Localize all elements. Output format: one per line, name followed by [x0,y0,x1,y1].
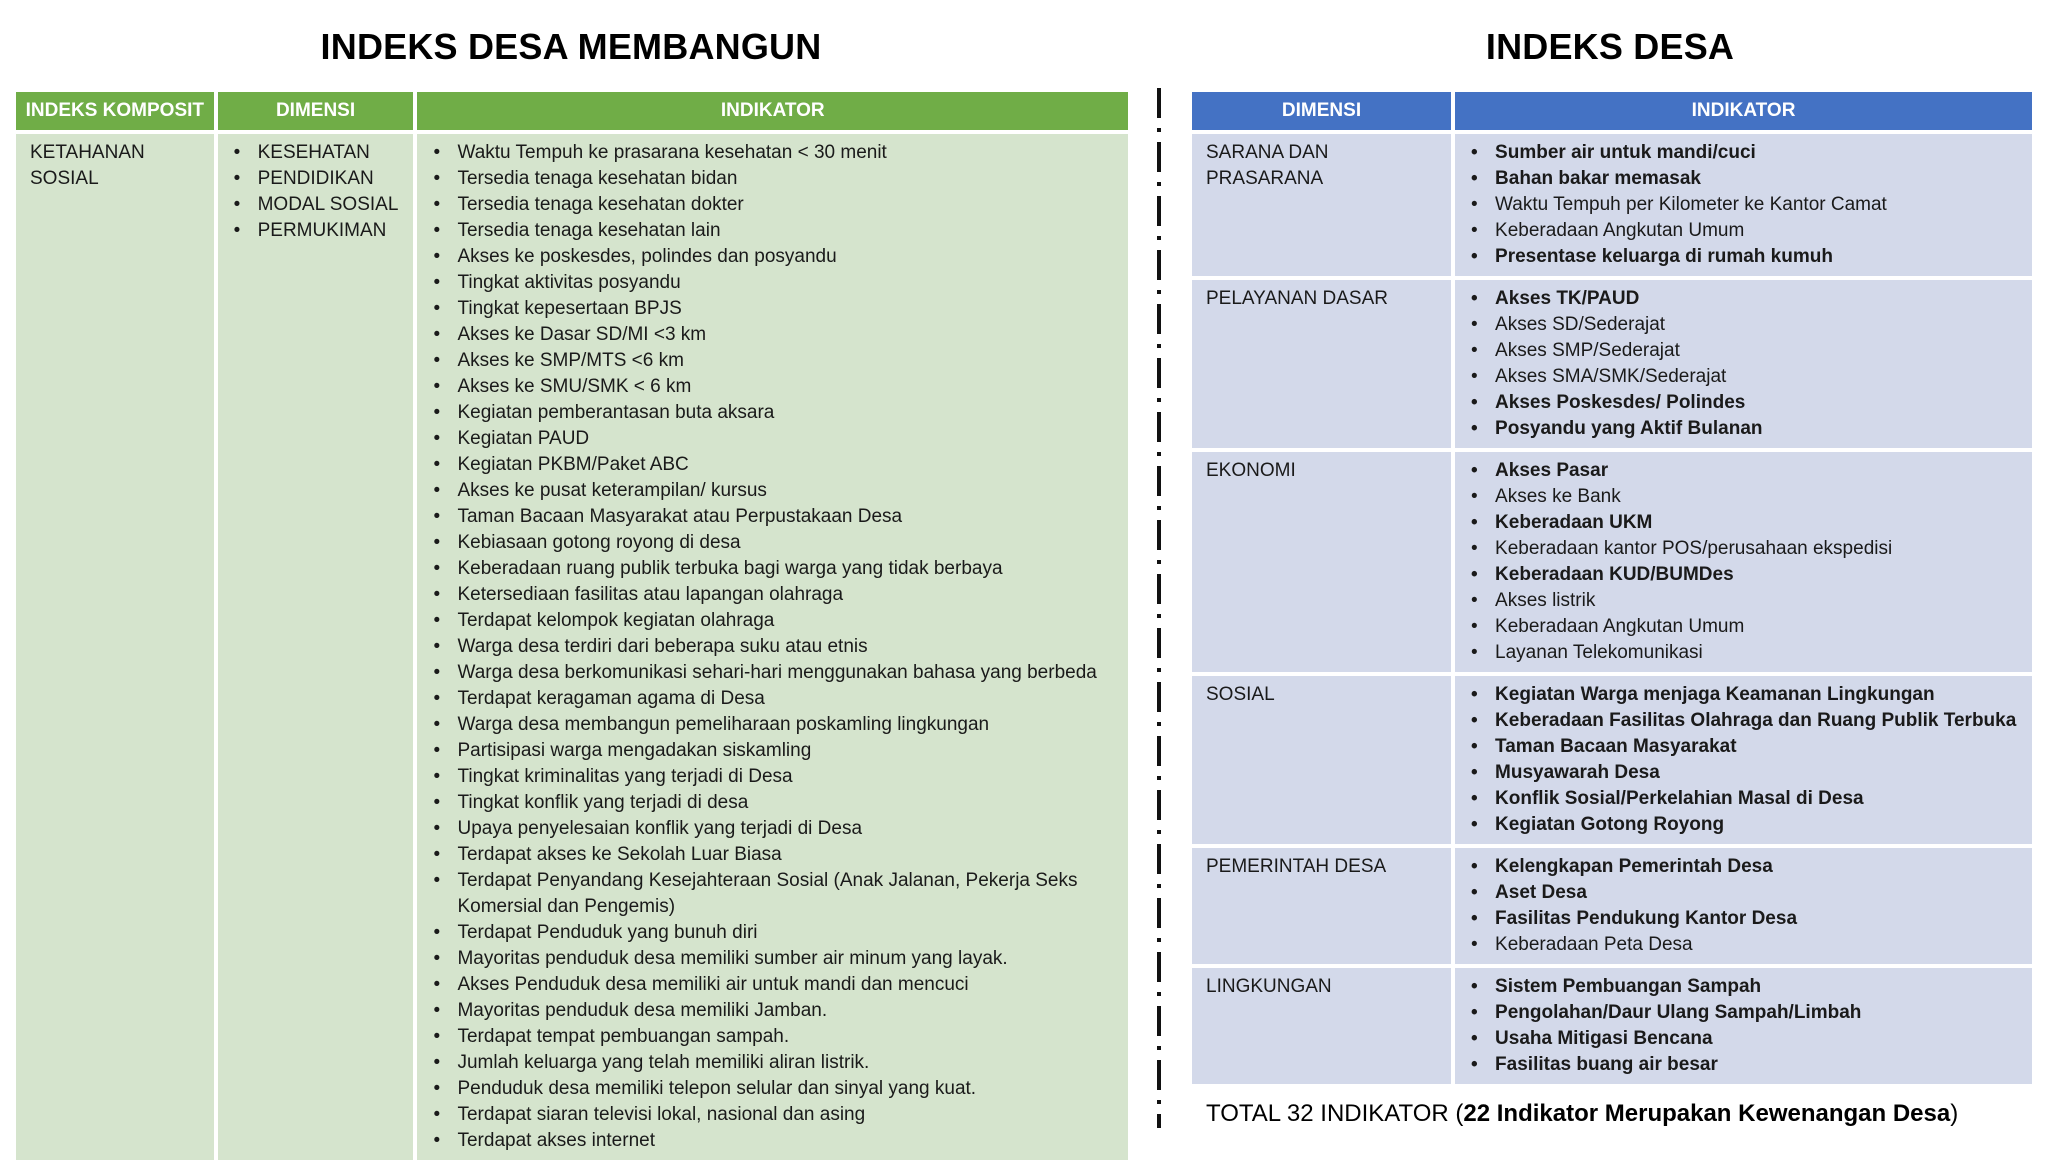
header-dimensi: DIMENSI [218,92,414,130]
dimensi-cell: SOSIAL [1192,676,1451,844]
list-item: • Tersedia tenaga kesehatan lain [431,218,1118,244]
list-item: • Musyawarah Desa [1469,760,2022,786]
indikator-cell [1455,848,2032,964]
list-item: • Akses ke Bank [1469,484,2022,510]
komposit-line: KETAHANAN [30,142,145,163]
komposit-line: SOSIAL [30,168,99,189]
list-item: • Presentase keluarga di rumah kumuh [1469,244,2022,270]
left-header-row [16,92,1128,130]
indikator-list [1469,854,2022,958]
list-item: • MODAL SOSIAL [232,192,404,218]
indikator-cell [1455,452,2032,672]
list-item: • Tingkat konflik yang terjadi di desa [431,790,1118,816]
list-item: • Fasilitas Pendukung Kantor Desa [1469,906,2022,932]
list-item: • Jumlah keluarga yang telah memiliki aliran listrik. [431,1050,1118,1076]
indikator-list [431,140,1118,1154]
dimensi-cell: LINGKUNGAN [1192,968,1451,1084]
list-item: • Terdapat akses internet [431,1128,1118,1154]
table-row [1192,452,2032,672]
list-item: • Layanan Telekomunikasi [1469,640,2022,666]
dimensi-cell: PEMERINTAH DESA [1192,848,1451,964]
list-item: • Partisipasi warga mengadakan siskamling [431,738,1118,764]
list-item: • Akses ke pusat keterampilan/ kursus [431,478,1118,504]
list-item: • Terdapat akses ke Sekolah Luar Biasa [431,842,1118,868]
indikator-list [1469,974,2022,1078]
list-item: • Kegiatan PAUD [431,426,1118,452]
list-item: • Bahan bakar memasak [1469,166,2022,192]
list-item: • KESEHATAN [232,140,404,166]
total-indikator-note [1206,1100,1958,1128]
indikator-cell [1455,968,2032,1084]
list-item: • Tingkat kepesertaan BPJS [431,296,1118,322]
indikator-list [1469,682,2022,838]
list-item: • Akses Pasar [1469,458,2022,484]
list-item: • Terdapat tempat pembuangan sampah. [431,1024,1118,1050]
list-item: • Posyandu yang Aktif Bulanan [1469,416,2022,442]
list-item: • Waktu Tempuh ke prasarana kesehatan < 30 menit [431,140,1118,166]
list-item: • Fasilitas buang air besar [1469,1052,2022,1078]
indikator-cell [1455,280,2032,448]
list-item: • Mayoritas penduduk desa memiliki sumber air minum yang layak. [431,946,1118,972]
list-item: • Sumber air untuk mandi/cuci [1469,140,2022,166]
total-prefix: TOTAL 32 INDIKATOR ( [1206,1100,1464,1127]
list-item: • Ketersediaan fasilitas atau lapangan olahraga [431,582,1118,608]
indikator-list [1469,286,2022,442]
list-item: • Keberadaan Angkutan Umum [1469,218,2022,244]
list-item: • Upaya penyelesaian konflik yang terjadi di Desa [431,816,1118,842]
list-item: • Akses ke SMU/SMK < 6 km [431,374,1118,400]
list-item: • PENDIDIKAN [232,166,404,192]
list-item: • Akses SMA/SMK/Sederajat [1469,364,2022,390]
list-item: • Tingkat kriminalitas yang terjadi di Desa [431,764,1118,790]
list-item: • Akses Poskesdes/ Polindes [1469,390,2022,416]
list-item: • Keberadaan KUD/BUMDes [1469,562,2022,588]
dashed-divider [1157,88,1161,1128]
indikator-cell [1455,676,2032,844]
indikator-list [1469,140,2022,270]
table-row [1192,968,2032,1084]
indeks-desa-table [1188,88,2036,1088]
list-item: • Kebiasaan gotong royong di desa [431,530,1118,556]
list-item: • Aset Desa [1469,880,2022,906]
list-item: • Kegiatan Gotong Royong [1469,812,2022,838]
list-item: • Tingkat aktivitas posyandu [431,270,1118,296]
table-row [1192,676,2032,844]
list-item: • Akses ke Dasar SD/MI <3 km [431,322,1118,348]
header-indikator: INDIKATOR [1455,92,2032,130]
list-item: • Kegiatan Warga menjaga Keamanan Lingkungan [1469,682,2022,708]
list-item: • Akses Penduduk desa memiliki air untuk mandi dan mencuci [431,972,1118,998]
indikator-cell [1455,134,2032,276]
list-item: • Keberadaan UKM [1469,510,2022,536]
table-row [1192,280,2032,448]
list-item: • Terdapat keragaman agama di Desa [431,686,1118,712]
dimensi-cell: EKONOMI [1192,452,1451,672]
list-item: • Penduduk desa memiliki telepon selular dan sinyal yang kuat. [431,1076,1118,1102]
list-item: • Akses ke poskesdes, polindes dan posyandu [431,244,1118,270]
table-row [16,134,1128,1160]
dimensi-cell: PELAYANAN DASAR [1192,280,1451,448]
list-item: • Taman Bacaan Masyarakat [1469,734,2022,760]
right-title: INDEKS DESA [1485,26,1735,67]
indeks-desa-membangun-table [12,88,1132,1164]
list-item: • Terdapat siaran televisi lokal, nasional dan asing [431,1102,1118,1128]
dimensi-cell: SARANA DAN PRASARANA [1192,134,1451,276]
total-suffix: ) [1950,1100,1959,1127]
left-title: INDEKS DESA MEMBANGUN [320,26,822,67]
header-dimensi: DIMENSI [1192,92,1451,130]
list-item: • Akses TK/PAUD [1469,286,2022,312]
table-row [1192,134,2032,276]
header-indikator: INDIKATOR [417,92,1128,130]
right-header-row [1192,92,2032,130]
list-item: • Terdapat kelompok kegiatan olahraga [431,608,1118,634]
list-item: • Kelengkapan Pemerintah Desa [1469,854,2022,880]
list-item: • Sistem Pembuangan Sampah [1469,974,2022,1000]
list-item: • Waktu Tempuh per Kilometer ke Kantor Camat [1469,192,2022,218]
dimensi-list [232,140,404,244]
list-item: • Usaha Mitigasi Bencana [1469,1026,2022,1052]
list-item: • PERMUKIMAN [232,218,404,244]
list-item: • Tersedia tenaga kesehatan dokter [431,192,1118,218]
list-item: • Keberadaan Fasilitas Olahraga dan Ruang Publik Terbuka [1469,708,2022,734]
indikator-list [1469,458,2022,666]
total-bold: 22 Indikator Merupakan Kewenangan Desa [1463,1100,1951,1127]
list-item: • Keberadaan Peta Desa [1469,932,2022,958]
list-item: • Mayoritas penduduk desa memiliki Jamban. [431,998,1118,1024]
list-item: • Akses SD/Sederajat [1469,312,2022,338]
list-item: • Taman Bacaan Masyarakat atau Perpustakaan Desa [431,504,1118,530]
list-item: • Warga desa terdiri dari beberapa suku atau etnis [431,634,1118,660]
list-item: • Konflik Sosial/Perkelahian Masal di Desa [1469,786,2022,812]
list-item: • Tersedia tenaga kesehatan bidan [431,166,1118,192]
list-item: • Terdapat Penduduk yang bunuh diri [431,920,1118,946]
table-row [1192,848,2032,964]
list-item: • Pengolahan/Daur Ulang Sampah/Limbah [1469,1000,2022,1026]
list-item: • Keberadaan kantor POS/perusahaan ekspedisi [1469,536,2022,562]
komposit-cell [16,134,214,1160]
list-item: • Terdapat Penyandang Kesejahteraan Sosial (Anak Jalanan, Pekerja Seks Komersial dan Pengemis) [431,868,1118,920]
list-item: • Akses listrik [1469,588,2022,614]
dimensi-cell [218,134,414,1160]
list-item: • Akses SMP/Sederajat [1469,338,2022,364]
list-item: • Kegiatan PKBM/Paket ABC [431,452,1118,478]
list-item: • Kegiatan pemberantasan buta aksara [431,400,1118,426]
list-item: • Warga desa berkomunikasi sehari-hari menggunakan bahasa yang berbeda [431,660,1118,686]
list-item: • Keberadaan Angkutan Umum [1469,614,2022,640]
header-indeks-komposit: INDEKS KOMPOSIT [16,92,214,130]
list-item: • Akses ke SMP/MTS <6 km [431,348,1118,374]
list-item: • Warga desa membangun pemeliharaan poskamling lingkungan [431,712,1118,738]
list-item: • Keberadaan ruang publik terbuka bagi warga yang tidak berbaya [431,556,1118,582]
indikator-cell [417,134,1128,1160]
